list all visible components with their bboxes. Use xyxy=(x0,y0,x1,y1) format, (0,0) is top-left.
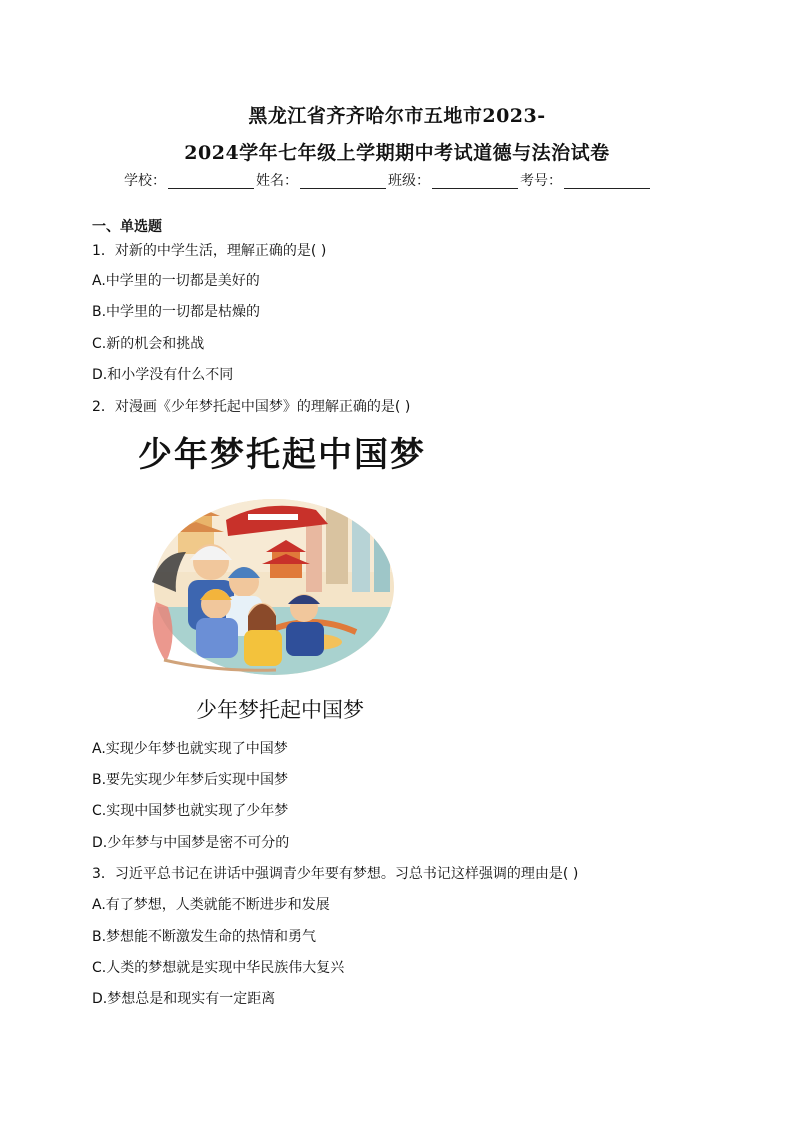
question-1-stem: 1．对新的中学生活，理解正确的是( ) xyxy=(92,243,327,259)
question-1-option-b: B.中学里的一切都是枯燥的 xyxy=(92,304,261,320)
question-3-stem: 3．习近平总书记在讲话中强调青少年要有梦想。习总书记这样强调的理由是( ) xyxy=(92,866,579,882)
question-3-option-b: B.梦想能不断激发生命的热情和勇气 xyxy=(92,929,317,945)
exam-number-label: 考号： xyxy=(520,173,562,189)
question-2-option-c: C.实现中国梦也就实现了少年梦 xyxy=(92,803,289,819)
question-2-option-b: B.要先实现少年梦后实现中国梦 xyxy=(92,772,289,788)
name-blank[interactable] xyxy=(300,172,386,189)
figure-caption: 少年梦托起中国梦 xyxy=(196,698,364,722)
school-label: 学校： xyxy=(124,173,166,189)
question-3-option-c: C.人类的梦想就是实现中华民族伟大复兴 xyxy=(92,960,345,976)
question-2-stem: 2．对漫画《少年梦托起中国梦》的理解正确的是( ) xyxy=(92,399,411,415)
name-label: 姓名： xyxy=(256,173,298,189)
question-1-option-a: A.中学里的一切都是美好的 xyxy=(92,273,260,289)
cartoon-illustration xyxy=(116,432,436,682)
exam-title-line-1: 黑龙江省齐齐哈尔市五地市2023- xyxy=(248,105,546,127)
student-info-row xyxy=(124,170,684,190)
section-heading: 一、单选题 xyxy=(92,219,162,235)
question-2-option-a: A.实现少年梦也就实现了中国梦 xyxy=(92,741,288,757)
question-3-option-d: D.梦想总是和现实有一定距离 xyxy=(92,991,276,1007)
question-1-option-d: D.和小学没有什么不同 xyxy=(92,367,234,383)
question-2-option-d: D.少年梦与中国梦是密不可分的 xyxy=(92,835,290,851)
question-3-option-a: A.有了梦想，人类就能不断进步和发展 xyxy=(92,897,330,913)
class-label: 班级： xyxy=(388,173,430,189)
exam-number-blank[interactable] xyxy=(564,172,650,189)
cartoon-brush-title: 少年梦托起中国梦 xyxy=(138,435,426,475)
question-1-option-c: C.新的机会和挑战 xyxy=(92,336,205,352)
school-blank[interactable] xyxy=(168,172,254,189)
exam-title-line-2: 2024学年七年级上学期期中考试道德与法治试卷 xyxy=(184,142,610,164)
class-blank[interactable] xyxy=(432,172,518,189)
